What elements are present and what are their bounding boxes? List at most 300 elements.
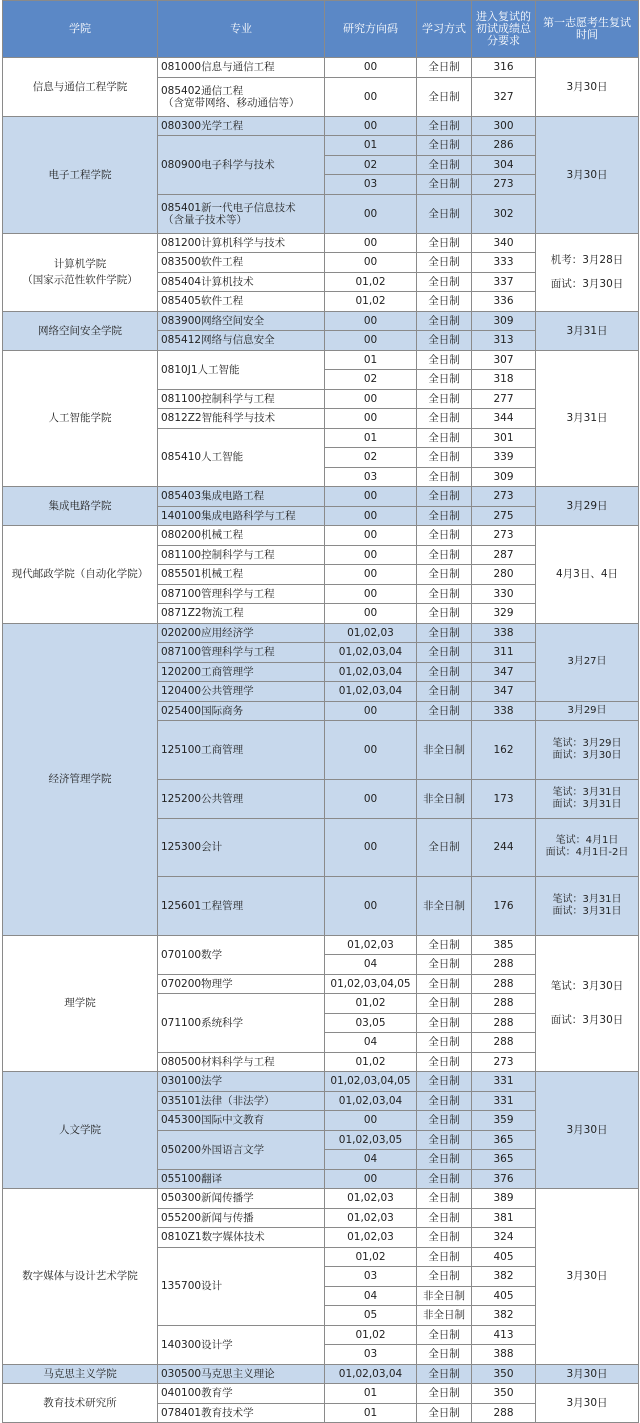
major-name-line: 081200计算机科学与技术: [161, 236, 286, 249]
study-mode-cell: 全日制: [417, 58, 472, 78]
score-cell: 300: [472, 116, 536, 136]
retest-time-line: 3月30日: [566, 168, 608, 181]
retest-time-line: 3月30日: [566, 80, 608, 93]
score-cell: 333: [472, 253, 536, 273]
score-cell: 301: [472, 428, 536, 448]
retest-time-cell: [536, 487, 639, 526]
direction-code-cell: 00: [325, 331, 417, 351]
study-mode-cell: 全日制: [417, 77, 472, 116]
college-name-line: 马克思主义学院: [43, 1367, 117, 1380]
major-cell: [158, 877, 325, 936]
study-mode-cell: 全日制: [417, 1247, 472, 1267]
major-name-line: 080900电子科学与技术: [161, 158, 275, 171]
admission-table-container: [2, 0, 638, 1423]
study-mode-cell: 全日制: [417, 1345, 472, 1365]
retest-time-cell: [536, 1072, 639, 1189]
study-mode-cell: 全日制: [417, 311, 472, 331]
major-cell: [158, 721, 325, 780]
major-cell: [158, 1052, 325, 1072]
major-name-line: 050300新闻传播学: [161, 1192, 254, 1205]
major-name-line: 085501机械工程: [161, 568, 244, 581]
retest-time-line: 面试：3月31日: [552, 905, 622, 917]
study-mode-cell: 全日制: [417, 1208, 472, 1228]
major-cell: [158, 428, 325, 487]
college-name-line: 经济管理学院: [48, 773, 112, 785]
study-mode-cell: 全日制: [417, 136, 472, 156]
study-mode-cell: 全日制: [417, 506, 472, 526]
header-direction-code: 研究方向码: [325, 1, 417, 58]
direction-code-cell: 02: [325, 448, 417, 468]
major-name-line: 135700设计: [161, 1280, 223, 1292]
study-mode-cell: 全日制: [417, 233, 472, 253]
direction-code-cell: 00: [325, 584, 417, 604]
direction-code-cell: 01,02,03,05: [325, 1130, 417, 1150]
major-name-line: 080200机械工程: [161, 529, 244, 542]
study-mode-cell: 全日制: [417, 409, 472, 429]
study-mode-cell: 全日制: [417, 448, 472, 468]
score-cell: 365: [472, 1130, 536, 1150]
direction-code-cell: 01,02,03,04: [325, 662, 417, 682]
score-cell: 288: [472, 994, 536, 1014]
study-mode-cell: 全日制: [417, 1130, 472, 1150]
score-cell: 304: [472, 155, 536, 175]
major-cell: [158, 818, 325, 877]
retest-time-line: 笔试：3月31日: [552, 786, 622, 798]
major-cell: [158, 1111, 325, 1131]
major-cell: [158, 1072, 325, 1092]
retest-time-line: 3月30日: [566, 1124, 608, 1136]
score-cell: 350: [472, 1364, 536, 1384]
direction-code-cell: 04: [325, 1286, 417, 1306]
major-cell: [158, 974, 325, 994]
college-name-line: 网络空间安全学院: [38, 324, 122, 337]
retest-time-line: 笔试：4月1日: [555, 835, 619, 847]
score-cell: 275: [472, 506, 536, 526]
score-cell: 273: [472, 526, 536, 546]
study-mode-cell: 全日制: [417, 1189, 472, 1209]
direction-code-cell: 00: [325, 116, 417, 136]
college-cell: [3, 487, 158, 526]
direction-code-cell: 01,02,03,04: [325, 1364, 417, 1384]
major-name-line: 080500材料科学与工程: [161, 1055, 275, 1068]
retest-time-line: 面试：3月30日: [550, 278, 624, 290]
major-cell: [158, 1208, 325, 1228]
retest-time-cell: [536, 116, 639, 233]
major-name-line: 030500马克思主义理论: [161, 1367, 275, 1380]
study-mode-cell: 非全日制: [417, 779, 472, 818]
college-cell: [3, 935, 158, 1072]
major-cell: [158, 272, 325, 292]
score-cell: 162: [472, 721, 536, 780]
direction-code-cell: 02: [325, 370, 417, 390]
study-mode-cell: 全日制: [417, 1384, 472, 1404]
major-cell: [158, 584, 325, 604]
major-name-line: （含量子技术等）: [163, 213, 247, 226]
major-cell: [158, 1091, 325, 1111]
retest-time-line: 3月30日: [566, 1270, 608, 1283]
score-cell: 339: [472, 448, 536, 468]
header-study-mode: 学习方式: [417, 1, 472, 58]
college-name-line: 集成电路学院: [48, 500, 112, 512]
study-mode-cell: 全日制: [417, 935, 472, 955]
study-mode-cell: 全日制: [417, 662, 472, 682]
score-cell: 288: [472, 1403, 536, 1423]
study-mode-cell: 全日制: [417, 818, 472, 877]
retest-time-cell: [536, 935, 639, 1072]
study-mode-cell: 全日制: [417, 1052, 472, 1072]
major-name-line: 040100教育学: [161, 1387, 233, 1400]
study-mode-cell: 全日制: [417, 1403, 472, 1423]
study-mode-cell: 全日制: [417, 370, 472, 390]
retest-time-line: 3月30日: [566, 1397, 608, 1409]
direction-code-cell: 05: [325, 1306, 417, 1326]
direction-code-cell: 01,02: [325, 292, 417, 312]
major-name-line: 085402通信工程: [161, 84, 244, 97]
college-name-line: 人工智能学院: [48, 412, 112, 425]
study-mode-cell: 全日制: [417, 1072, 472, 1092]
major-cell: [158, 253, 325, 273]
table-row: [3, 350, 639, 370]
major-cell: [158, 1228, 325, 1248]
score-cell: 307: [472, 350, 536, 370]
retest-time-cell: [536, 1364, 639, 1384]
college-cell: [3, 526, 158, 624]
score-cell: 173: [472, 779, 536, 818]
score-cell: 176: [472, 877, 536, 936]
table-row: [3, 487, 639, 507]
major-cell: [158, 662, 325, 682]
major-cell: [158, 292, 325, 312]
study-mode-cell: 全日制: [417, 428, 472, 448]
score-cell: 273: [472, 175, 536, 195]
study-mode-cell: 全日制: [417, 1325, 472, 1345]
major-cell: [158, 526, 325, 546]
retest-time-cell: [536, 877, 639, 936]
study-mode-cell: 全日制: [417, 1033, 472, 1053]
score-cell: 286: [472, 136, 536, 156]
college-cell: [3, 1384, 158, 1423]
study-mode-cell: 全日制: [417, 604, 472, 624]
college-name-line: 理学院: [64, 997, 96, 1010]
direction-code-cell: 00: [325, 779, 417, 818]
study-mode-cell: 全日制: [417, 116, 472, 136]
score-cell: 376: [472, 1169, 536, 1189]
score-cell: 309: [472, 311, 536, 331]
score-cell: 277: [472, 389, 536, 409]
major-name-line: 055100翻译: [161, 1172, 223, 1185]
major-cell: [158, 1403, 325, 1423]
study-mode-cell: 全日制: [417, 545, 472, 565]
major-cell: [158, 1364, 325, 1384]
major-cell: [158, 682, 325, 702]
score-cell: 338: [472, 623, 536, 643]
major-cell: [158, 487, 325, 507]
major-name-line: 125100工商管理: [161, 743, 244, 756]
study-mode-cell: 全日制: [417, 1267, 472, 1287]
direction-code-cell: 01,02: [325, 272, 417, 292]
score-cell: 330: [472, 584, 536, 604]
retest-time-cell: [536, 721, 639, 780]
direction-code-cell: 03,05: [325, 1013, 417, 1033]
direction-code-cell: 00: [325, 545, 417, 565]
score-cell: 302: [472, 194, 536, 233]
retest-time-line: 笔试：3月31日: [552, 893, 622, 905]
major-name-line: 0810J1人工智能: [161, 363, 240, 376]
major-name-line: 070200物理学: [161, 977, 233, 990]
major-name-line: 078401教育技术学: [161, 1406, 254, 1419]
college-cell: [3, 623, 158, 935]
direction-code-cell: 01,02: [325, 1247, 417, 1267]
score-cell: 313: [472, 331, 536, 351]
major-name-line: 045300国际中文教育: [161, 1114, 265, 1127]
direction-code-cell: 01,02,03,04,05: [325, 1072, 417, 1092]
study-mode-cell: 全日制: [417, 526, 472, 546]
major-name-line: 125601工程管理: [161, 899, 244, 912]
direction-code-cell: 00: [325, 194, 417, 233]
table-row: [3, 311, 639, 331]
college-name-line: 信息与通信工程学院: [32, 80, 128, 93]
score-cell: 288: [472, 1013, 536, 1033]
major-cell: [158, 994, 325, 1053]
major-name-line: 070100数学: [161, 948, 223, 961]
major-cell: [158, 1189, 325, 1209]
direction-code-cell: 00: [325, 77, 417, 116]
score-cell: 288: [472, 955, 536, 975]
study-mode-cell: 全日制: [417, 272, 472, 292]
retest-time-cell: [536, 350, 639, 487]
table-header-row: [3, 1, 639, 58]
major-cell: [158, 1169, 325, 1189]
college-name-line: 计算机学院: [53, 258, 107, 270]
direction-code-cell: 01: [325, 1384, 417, 1404]
college-name-line: 人文学院: [59, 1124, 101, 1136]
retest-time-line: 面试：3月30日: [552, 749, 622, 761]
study-mode-cell: 全日制: [417, 643, 472, 663]
retest-time-line: 3月31日: [566, 412, 608, 425]
study-mode-cell: 全日制: [417, 1013, 472, 1033]
major-cell: [158, 935, 325, 974]
major-name-line: 081100控制科学与工程: [161, 548, 275, 561]
direction-code-cell: 00: [325, 58, 417, 78]
score-cell: 413: [472, 1325, 536, 1345]
retest-time-line: 笔试：3月29日: [552, 737, 622, 749]
header-major: 专业: [158, 1, 325, 58]
major-name-line: 085405软件工程: [161, 295, 244, 308]
college-cell: [3, 58, 158, 117]
college-cell: [3, 1364, 158, 1384]
study-mode-cell: 全日制: [417, 623, 472, 643]
study-mode-cell: 全日制: [417, 1364, 472, 1384]
direction-code-cell: 01: [325, 428, 417, 448]
major-cell: [158, 506, 325, 526]
score-cell: 405: [472, 1286, 536, 1306]
major-cell: [158, 1384, 325, 1404]
direction-code-cell: 04: [325, 1150, 417, 1170]
retest-time-line: 面试：3月30日: [550, 1014, 624, 1027]
table-row: [3, 935, 639, 955]
score-cell: 331: [472, 1091, 536, 1111]
major-name-line: 085410人工智能: [161, 451, 244, 464]
score-cell: 331: [472, 1072, 536, 1092]
retest-time-line: 4月3日、4日: [555, 568, 619, 581]
retest-time-line: 3月30日: [566, 1367, 608, 1380]
college-name-line: （国家示范性软件学院）: [22, 274, 138, 286]
study-mode-cell: 全日制: [417, 253, 472, 273]
major-name-line: 071100系统科学: [161, 1016, 244, 1029]
study-mode-cell: 全日制: [417, 994, 472, 1014]
direction-code-cell: 01,02,03: [325, 623, 417, 643]
major-name-line: 087100管理科学与工程: [161, 646, 275, 659]
direction-code-cell: 00: [325, 701, 417, 721]
score-cell: 244: [472, 818, 536, 877]
direction-code-cell: 00: [325, 1111, 417, 1131]
major-name-line: 085401新一代电子信息技术: [161, 201, 296, 214]
major-cell: [158, 604, 325, 624]
retest-time-cell: [536, 1189, 639, 1365]
table-row: [3, 1364, 639, 1384]
study-mode-cell: 非全日制: [417, 1306, 472, 1326]
direction-code-cell: 00: [325, 721, 417, 780]
direction-code-cell: 02: [325, 155, 417, 175]
direction-code-cell: 01,02,03,04: [325, 643, 417, 663]
direction-code-cell: 00: [325, 233, 417, 253]
retest-time-line: 3月31日: [566, 324, 608, 337]
study-mode-cell: 非全日制: [417, 1286, 472, 1306]
retest-time-cell: [536, 1384, 639, 1423]
study-mode-cell: 全日制: [417, 1150, 472, 1170]
college-name-line: 数字媒体与设计艺术学院: [22, 1270, 138, 1283]
major-name-line: 055200新闻与传播: [161, 1211, 254, 1224]
score-cell: 280: [472, 565, 536, 585]
score-cell: 288: [472, 974, 536, 994]
retest-time-cell: [536, 58, 639, 117]
major-name-line: 0810Z1数字媒体技术: [161, 1231, 265, 1244]
major-name-line: 050200外国语言文学: [161, 1143, 265, 1156]
score-cell: 350: [472, 1384, 536, 1404]
major-cell: [158, 389, 325, 409]
table-row: [3, 116, 639, 136]
major-name-line: 0812Z2智能科学与技术: [161, 412, 276, 425]
college-cell: [3, 311, 158, 350]
direction-code-cell: 03: [325, 1345, 417, 1365]
score-cell: 359: [472, 1111, 536, 1131]
retest-time-cell: [536, 818, 639, 877]
score-cell: 388: [472, 1345, 536, 1365]
direction-code-cell: 00: [325, 818, 417, 877]
study-mode-cell: 全日制: [417, 682, 472, 702]
header-college: 学院: [3, 1, 158, 58]
score-cell: 385: [472, 935, 536, 955]
major-cell: [158, 545, 325, 565]
major-name-line: 030100法学: [161, 1075, 223, 1088]
study-mode-cell: 非全日制: [417, 721, 472, 780]
table-row: [3, 233, 639, 253]
study-mode-cell: 全日制: [417, 467, 472, 487]
retest-score-table: [2, 0, 639, 1423]
table-row: [3, 526, 639, 546]
college-cell: [3, 116, 158, 233]
direction-code-cell: 00: [325, 487, 417, 507]
table-body: [3, 58, 639, 1423]
major-name-line: 081000信息与通信工程: [161, 61, 275, 74]
study-mode-cell: 全日制: [417, 701, 472, 721]
table-row: [3, 58, 639, 78]
major-cell: [158, 701, 325, 721]
major-name-line: 087100管理科学与工程: [161, 587, 275, 600]
retest-time-line: 3月27日: [567, 656, 607, 667]
study-mode-cell: 全日制: [417, 350, 472, 370]
direction-code-cell: 00: [325, 409, 417, 429]
score-cell: 382: [472, 1306, 536, 1326]
score-cell: 347: [472, 662, 536, 682]
major-name-line: 085403集成电路工程: [161, 490, 265, 503]
major-name-line: 140100集成电路科学与工程: [161, 509, 296, 522]
header-retest-time: 第一志愿考生复试时间: [536, 1, 639, 58]
college-cell: [3, 1072, 158, 1189]
major-name-line: 083900网络空间安全: [161, 314, 265, 327]
score-cell: 389: [472, 1189, 536, 1209]
major-name-line: 125200公共管理: [161, 792, 244, 805]
major-name-line: 085412网络与信息安全: [161, 334, 275, 347]
direction-code-cell: 01,02,03: [325, 1228, 417, 1248]
retest-time-cell: [536, 701, 639, 721]
direction-code-cell: 01,02,03,04: [325, 682, 417, 702]
score-cell: 316: [472, 58, 536, 78]
major-cell: [158, 1247, 325, 1325]
study-mode-cell: 全日制: [417, 1111, 472, 1131]
study-mode-cell: 全日制: [417, 155, 472, 175]
direction-code-cell: 01,02: [325, 1052, 417, 1072]
major-name-line: 125300会计: [161, 841, 223, 854]
study-mode-cell: 全日制: [417, 331, 472, 351]
score-cell: 273: [472, 487, 536, 507]
major-name-line: 081100控制科学与工程: [161, 392, 275, 405]
score-cell: 365: [472, 1150, 536, 1170]
study-mode-cell: 全日制: [417, 487, 472, 507]
score-cell: 381: [472, 1208, 536, 1228]
study-mode-cell: 全日制: [417, 1091, 472, 1111]
major-name-line: 025400国际商务: [161, 704, 244, 717]
study-mode-cell: 全日制: [417, 955, 472, 975]
major-cell: [158, 331, 325, 351]
score-cell: 405: [472, 1247, 536, 1267]
direction-code-cell: 04: [325, 1033, 417, 1053]
college-name-line: 电子工程学院: [48, 168, 112, 181]
retest-time-cell: [536, 233, 639, 311]
study-mode-cell: 全日制: [417, 565, 472, 585]
table-row: [3, 623, 639, 643]
score-cell: 338: [472, 701, 536, 721]
major-cell: [158, 136, 325, 195]
study-mode-cell: 全日制: [417, 194, 472, 233]
retest-time-line: 3月29日: [567, 704, 607, 716]
direction-code-cell: 01,02: [325, 1325, 417, 1345]
major-name-line: 035101法律（非法学）: [161, 1094, 275, 1107]
major-cell: [158, 350, 325, 389]
major-cell: [158, 565, 325, 585]
major-name-line: 120400公共管理学: [161, 685, 254, 698]
score-cell: 273: [472, 1052, 536, 1072]
direction-code-cell: 00: [325, 253, 417, 273]
direction-code-cell: 01,02,03: [325, 935, 417, 955]
direction-code-cell: 00: [325, 506, 417, 526]
score-cell: 347: [472, 682, 536, 702]
major-cell: [158, 77, 325, 116]
score-cell: 287: [472, 545, 536, 565]
direction-code-cell: 00: [325, 565, 417, 585]
direction-code-cell: 01,02,03: [325, 1208, 417, 1228]
direction-code-cell: 00: [325, 311, 417, 331]
